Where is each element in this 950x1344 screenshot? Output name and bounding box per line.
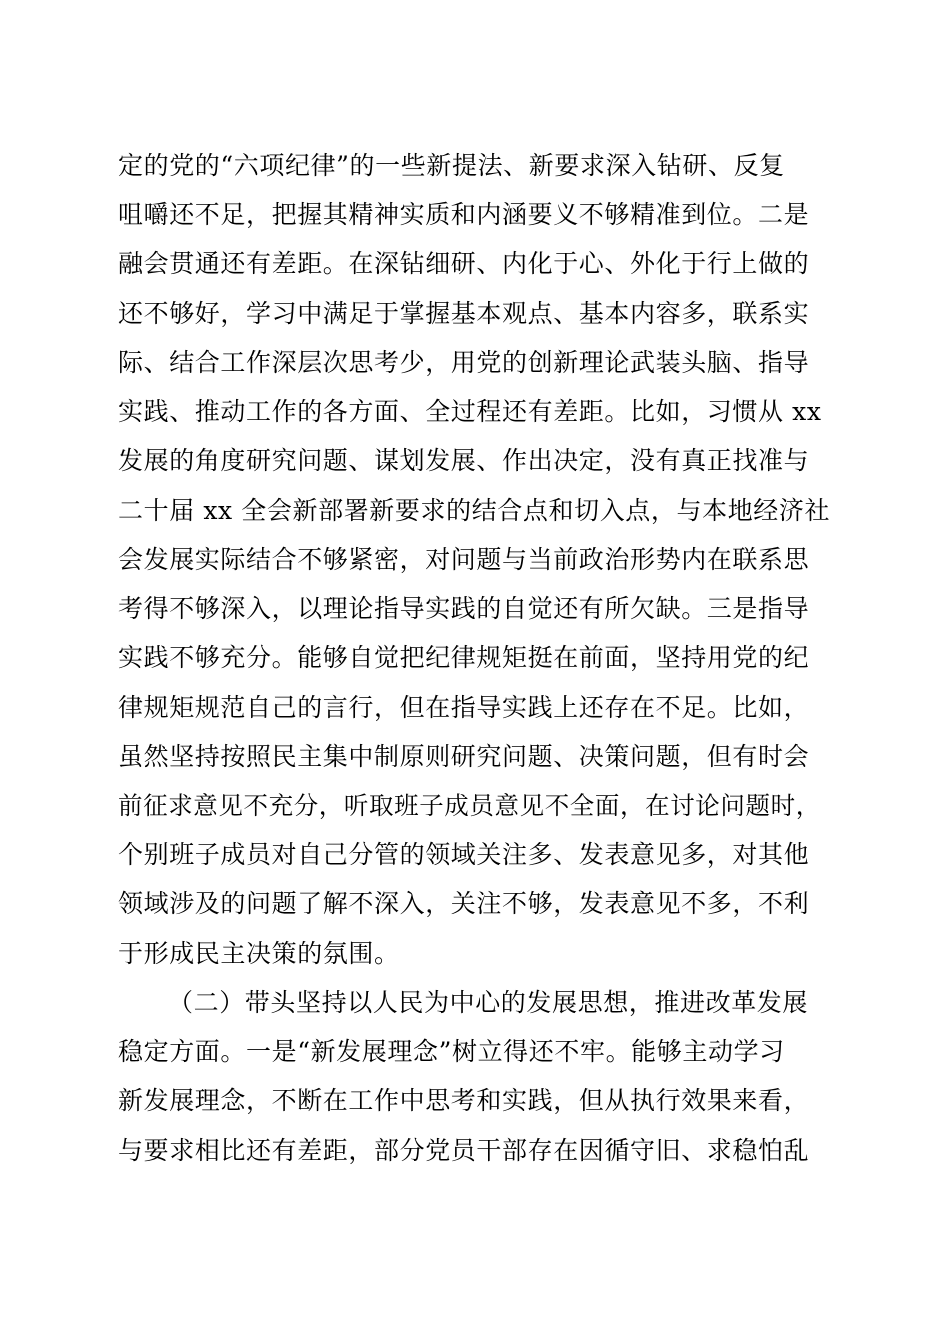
text-line: 发展的角度研究问题、谋划发展、作出决定，没有真正找准与 — [118, 446, 810, 475]
text-line: 律规矩规范自己的言行，但在指导实践上还存在不足。比如， — [118, 693, 810, 722]
text-line: 二十届 xx 全会新部署新要求的结合点和切入点，与本地经济社 — [118, 496, 831, 525]
text-line: 会发展实际结合不够紧密，对问题与当前政治形势内在联系思 — [118, 545, 810, 574]
text-line: 际、结合工作深层次思考少，用党的创新理论武装头脑、指导 — [118, 348, 810, 377]
text-line: 虽然坚持按照民主集中制原则研究问题、决策问题，但有时会 — [118, 742, 810, 771]
text-line: 还不够好，学习中满足于掌握基本观点、基本内容多，联系实 — [118, 299, 810, 328]
text-line: 融会贯通还有差距。在深钻细研、内化于心、外化于行上做的 — [118, 249, 810, 278]
text-line: 与要求相比还有差距，部分党员干部存在因循守旧、求稳怕乱 — [118, 1136, 810, 1165]
text-line: 实践、推动工作的各方面、全过程还有差距。比如，习惯从 xx — [118, 397, 822, 426]
text-line: 前征求意见不充分，听取班子成员意见不全面，在讨论问题时， — [118, 791, 821, 820]
text-line: 稳定方面。一是“新发展理念”树立得还不牢。能够主动学习 — [118, 1037, 785, 1066]
text-line: 于形成民主决策的氛围。 — [118, 939, 400, 968]
text-line: 领域涉及的问题了解不深入，关注不够，发表意见不多，不利 — [118, 889, 810, 918]
text-line: 考得不够深入，以理论指导实践的自觉还有所欠缺。三是指导 — [118, 594, 810, 623]
section-heading-line: （二）带头坚持以人民为中心的发展思想，推进改革发展 — [168, 988, 809, 1017]
text-line: 定的党的“六项纪律”的一些新提法、新要求深入钻研、反复 — [118, 151, 785, 180]
text-line: 咀嚼还不足，把握其精神实质和内涵要义不够精准到位。二是 — [118, 200, 810, 229]
text-line: 个别班子成员对自己分管的领域关注多、发表意见多，对其他 — [118, 840, 810, 869]
text-line: 实践不够充分。能够自觉把纪律规矩挺在前面，坚持用党的纪 — [118, 643, 810, 672]
text-line: 新发展理念，不断在工作中思考和实践，但从执行效果来看， — [118, 1086, 810, 1115]
